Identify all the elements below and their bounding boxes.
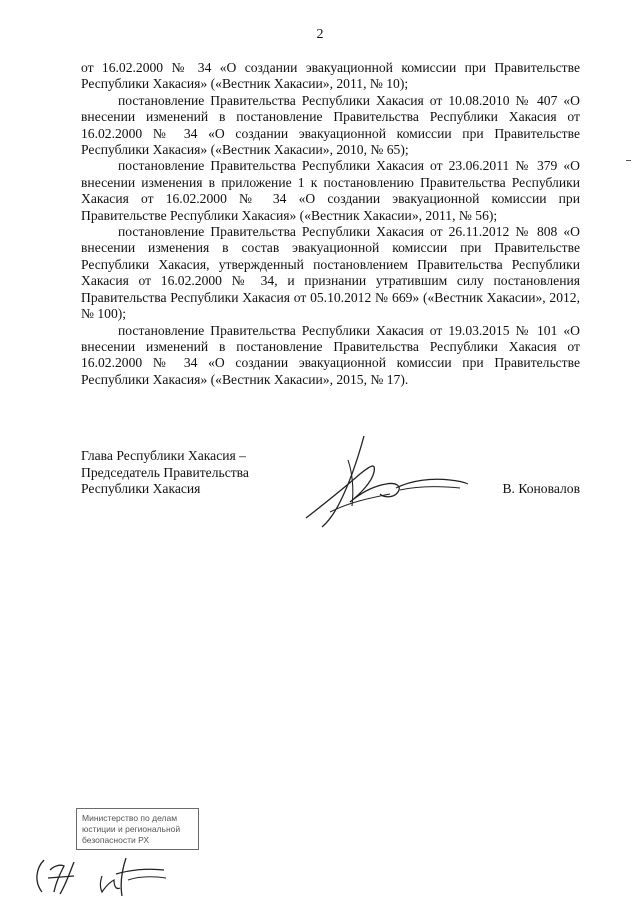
paragraph-resolution-808: постановление Правительства Республики Хакасия от 26.11.2012 № 808 «О внесении изменения в состав эвакуационной комиссии при Правительстве Республики Хакасия, утвержденный постановлением Правительства Республики Хакасия от 16.02.2000 № 34, и признании утратившим силу постановления Правительства Республики Хакасия от 05.10.2012 № 669» («Вестник Хакасии», 2012, № 100);: [81, 224, 580, 322]
paragraph-resolution-407: постановление Правительства Республики Хакасия от 10.08.2010 № 407 «О внесении изменений в постановление Правительства Республики Хакасия от 16.02.2000 № 34 «О создании эвакуационной комиссии при Правительстве Республики Хакасия» («Вестник Хакасии», 2010, № 65);: [81, 92, 580, 158]
document-body: [81, 60, 580, 388]
stamp-line: Министерство по делам: [82, 813, 178, 823]
handwritten-signature: [300, 432, 470, 532]
handwritten-initials: [30, 852, 180, 897]
signatory-name: В. Коновалов: [502, 481, 580, 496]
signatory-title: [81, 448, 249, 498]
stamp-line: безопасности РХ: [82, 835, 150, 845]
registration-stamp: [76, 808, 199, 850]
signatory-title-line: Республики Хакасия: [81, 481, 201, 497]
signatory-title-line: Глава Республики Хакасия –: [81, 448, 246, 463]
stamp-line: юстиции и региональной: [82, 824, 181, 834]
signatory-title-line: Председатель Правительства: [81, 464, 249, 480]
paragraph-continuation: от 16.02.2000 № 34 «О создании эвакуационной комиссии при Правительстве Республики Хакасия» («Вестник Хакасии», 2011, № 10);: [81, 60, 580, 92]
paragraph-resolution-379: постановление Правительства Республики Хакасия от 23.06.2011 № 379 «О внесении изменения в приложение 1 к постановлению Правительства Республики Хакасия от 16.02.2000 № 34 «О создании эвакуационной комиссии при Правительстве Республики Хакасия» («Вестник Хакасии», 2011, № 56);: [81, 158, 580, 223]
page-number: 2: [316, 27, 324, 42]
paragraph-resolution-101: постановление Правительства Республики Хакасия от 19.03.2015 № 101 «О внесении изменений в постановление Правительства Республики Хакасия от 16.02.2000 № 34 «О создании эвакуационной комиссии при Правительстве Республики Хакасия» («Вестник Хакасии», 2015, № 17).: [81, 322, 580, 387]
edge-mark: [626, 160, 631, 161]
